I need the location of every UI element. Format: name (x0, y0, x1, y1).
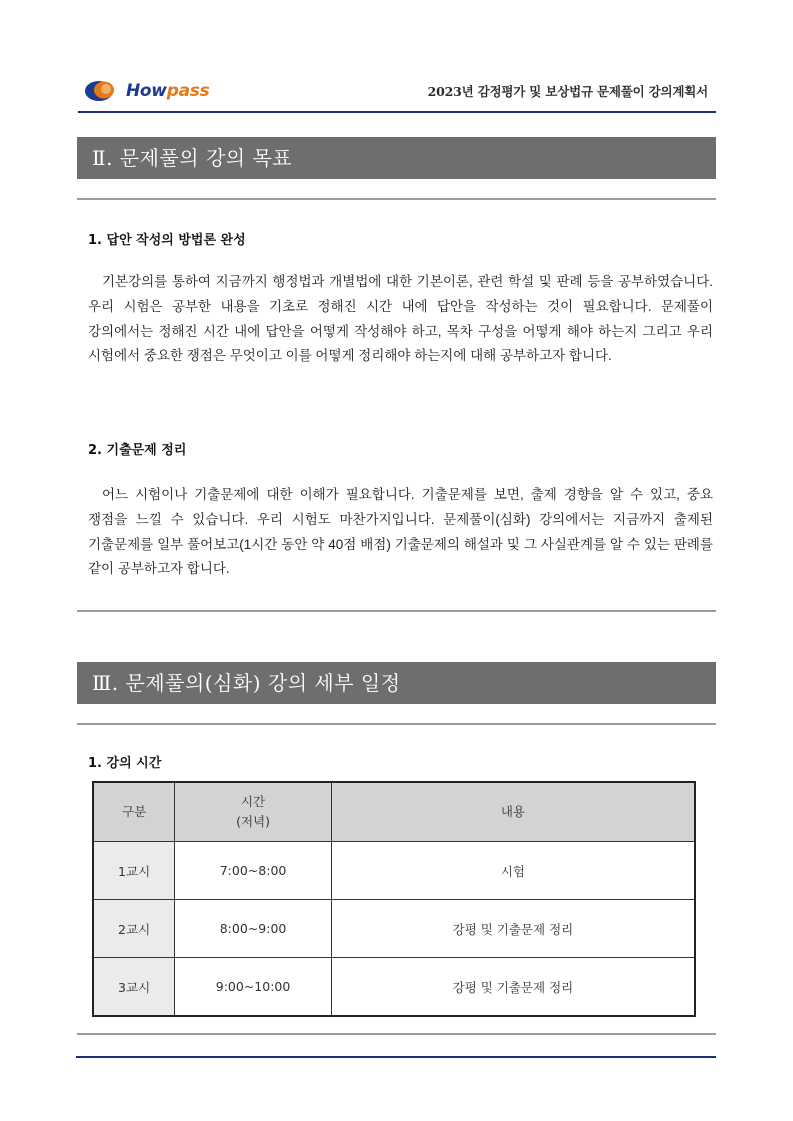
table-row (93, 958, 695, 1017)
table-row (93, 842, 695, 900)
section-3-rule (77, 723, 716, 725)
section-2-rule (77, 198, 716, 200)
goal-1-paragraph: 기본강의를 통하여 지금까지 행정법과 개별법에 대한 기본이론, 관련 학설 및 판례 등을 공부하였습니다. 우리 시험은 공부한 내용을 기초로 정해진 시간 내에 답안을 작성하는 것이 필요합니다. 문제풀이 강의에서는 정해진 시간 내에 답안을 어떻게 작성해야 하고, 목차 구성을 어떻게 해야 하는지 그리고 우리 시험에서 중요한 쟁점은 무엇이고 이를 어떻게 정리해야 하는지에 대해 공부하고자 합니다. (88, 274, 713, 364)
howpass-logo (84, 78, 209, 104)
section-2-end-rule (77, 610, 716, 612)
page-header (78, 74, 716, 110)
section-3-title: Ⅲ. 문제풀의(심화) 강의 세부 일정 (77, 662, 716, 704)
table-header-row (93, 782, 695, 842)
time-cell: 7:00~8:00 (175, 842, 332, 900)
section-3-end-rule (77, 1033, 716, 1035)
period-cell: 1교시 (93, 842, 175, 900)
goal-2-paragraph: 어느 시험이나 기출문제에 대한 이해가 필요합니다. 기출문제를 보면, 출제 경향을 알 수 있고, 중요 쟁점을 느낄 수 있습니다. 우리 시험도 마찬가지입니다. 문제풀이(심화) 강의에서는 지금까지 출제된 기출문제를 일부 풀어보고(1시간 동안 약 40점 배점) 기출문제의 해설과 및 그 사실관계를 알 수 있는 판례를 같이 공부하고자 합니다. (88, 487, 713, 577)
section-2-title: Ⅱ. 문제풀의 강의 목표 (77, 137, 716, 179)
logo-pass: pass (166, 81, 210, 101)
goal-1-heading: 1. 답안 작성의 방법론 완성 (88, 233, 246, 248)
content-cell: 시험 (331, 842, 695, 900)
header-category: 구분 (93, 782, 175, 842)
header-time-label: 시간 (240, 794, 266, 809)
goal-2-heading: 2. 기출문제 정리 (88, 443, 187, 458)
header-divider (78, 111, 716, 113)
table-row (93, 900, 695, 958)
header-time (175, 782, 332, 842)
time-cell: 8:00~9:00 (175, 900, 332, 958)
document-title: 2023년 감정평가 및 보상법규 문제풀이 강의계획서 (427, 84, 708, 99)
logo-how: How (126, 81, 167, 101)
time-cell: 9:00~10:00 (175, 958, 332, 1017)
lecture-time-heading: 1. 강의 시간 (88, 756, 162, 771)
logo-wordmark (126, 81, 209, 101)
period-cell: 2교시 (93, 900, 175, 958)
content-cell: 강평 및 기출문제 정리 (331, 958, 695, 1017)
period-cell: 3교시 (93, 958, 175, 1017)
header-time-note: (저녁) (236, 814, 270, 829)
footer-divider (76, 1056, 716, 1058)
content-cell: 강평 및 기출문제 정리 (331, 900, 695, 958)
lecture-schedule-table (92, 781, 696, 1017)
header-content: 내용 (331, 782, 695, 842)
howpass-logo-icon (84, 79, 120, 103)
